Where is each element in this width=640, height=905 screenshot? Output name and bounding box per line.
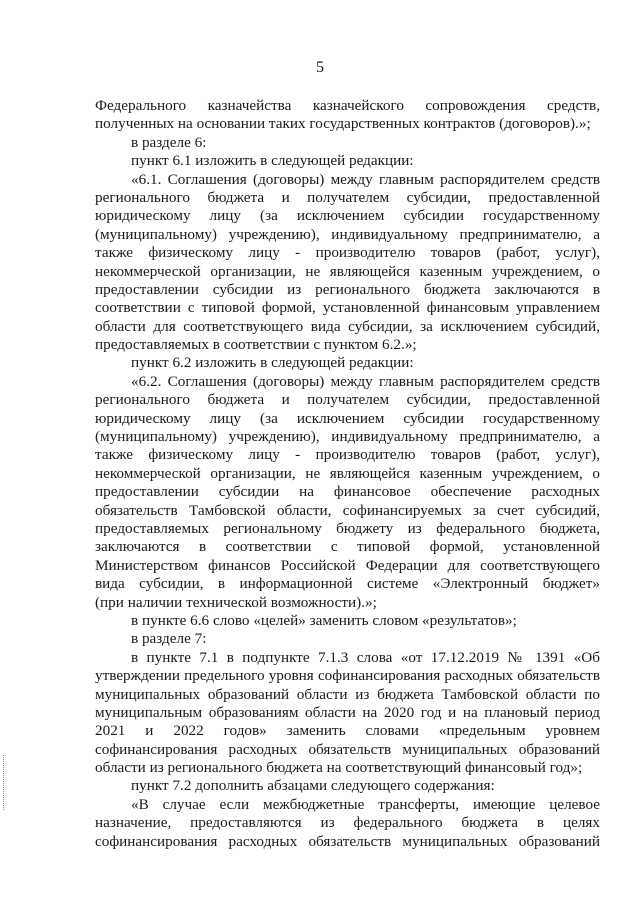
text-line: «В случае если межбюджетные трансферты, имеющие целевое — [131, 795, 600, 813]
text-line: предоставляемых в соответствии с пунктом 6.2.»; — [95, 336, 417, 354]
text-line: некоммерческой организации, не являющейся казенным учреждением, о — [95, 262, 600, 280]
text-line: (муниципальному) учреждению), индивидуальному предпринимателю, а — [95, 225, 600, 243]
text-line: регионального бюджета и получателем субсидии, предоставленной — [95, 391, 600, 409]
text-line: также физическому лицу - производителю товаров (работ, услуг), — [95, 446, 600, 464]
text-line: Федерального казначейства казначейского сопровождения средств, — [95, 97, 600, 114]
text-line: муниципальных образований области из бюджета Тамбовской области по — [95, 685, 600, 703]
page-number: 5 — [316, 59, 324, 76]
text-line: назначение, предоставляются из федерального бюджета в целях — [95, 814, 600, 832]
text-line: также физическому лицу - производителю товаров (работ, услуг), — [95, 244, 600, 262]
text-line: области для соответствующего вида субсидии, за исключением субсидий, — [95, 317, 600, 335]
text-line: в пункте 6.6 слово «целей» заменить словом «результатов»; — [131, 611, 517, 629]
text-line: Министерством финансов Российской Федерации для соответствующего — [95, 556, 600, 574]
text-line: регионального бюджета и получателем субсидии, предоставленной — [95, 188, 600, 206]
document-body — [95, 97, 600, 851]
text-line: (муниципальному) учреждению), индивидуальному предпринимателю, а — [95, 428, 600, 446]
text-line: предоставляемых региональному бюджету из федерального бюджета, — [95, 519, 600, 537]
text-line: (при наличии технической возможности).»; — [95, 593, 377, 611]
text-line: в разделе 7: — [131, 630, 207, 648]
text-line: софинансирования расходных обязательств муниципальных образований — [95, 832, 600, 850]
text-line: муниципальным образованиям области на 2020 год и на плановый период — [95, 703, 600, 721]
text-line: полученных на основании таких государственных контрактов (договоров).»; — [95, 115, 591, 133]
scan-margin-mark — [3, 755, 8, 810]
text-line: пункт 6.1 изложить в следующей редакции: — [131, 152, 414, 170]
text-line: утверждении предельного уровня софинансирования расходных обязательств — [95, 667, 600, 685]
text-line: обязательств Тамбовской области, софинансируемых за счет субсидий, — [95, 501, 600, 519]
text-line: в разделе 6: — [131, 133, 207, 151]
text-line: юридическому лицу (за исключением субсидии государственному — [95, 207, 600, 225]
text-line: предоставлении субсидии на финансовое обеспечение расходных — [95, 483, 600, 501]
text-line: софинансирования расходных обязательств муниципальных образований — [95, 740, 600, 758]
text-line: «6.1. Соглашения (договоры) между главным распорядителем средств — [131, 170, 600, 188]
text-line: заключаются в соответствии с типовой формой, установленной — [95, 538, 600, 556]
text-line: 2021 и 2022 годов» заменить словами «предельным уровнем — [95, 722, 600, 740]
text-line: некоммерческой организации, не являющейся казенным учреждением, о — [95, 464, 600, 482]
text-line: «6.2. Соглашения (договоры) между главным распорядителем средств — [131, 372, 600, 390]
text-line: пункт 6.2 изложить в следующей редакции: — [131, 354, 414, 372]
text-line: пункт 7.2 дополнить абзацами следующего содержания: — [131, 777, 495, 795]
text-line: области из регионального бюджета на соответствующий финансовый год»; — [95, 759, 583, 777]
text-line: юридическому лицу (за исключением субсидии государственному — [95, 409, 600, 427]
text-line: соответствии с типовой формой, установленной финансовым управлением — [95, 299, 600, 317]
text-line: вида субсидии, в информационной системе «Электронный бюджет» — [95, 575, 600, 593]
text-line: предоставлении субсидии из регионального бюджета заключаются в — [95, 280, 600, 298]
text-line: в пункте 7.1 в подпункте 7.1.3 слова «от 17.12.2019 № 1391 «Об — [131, 648, 600, 666]
